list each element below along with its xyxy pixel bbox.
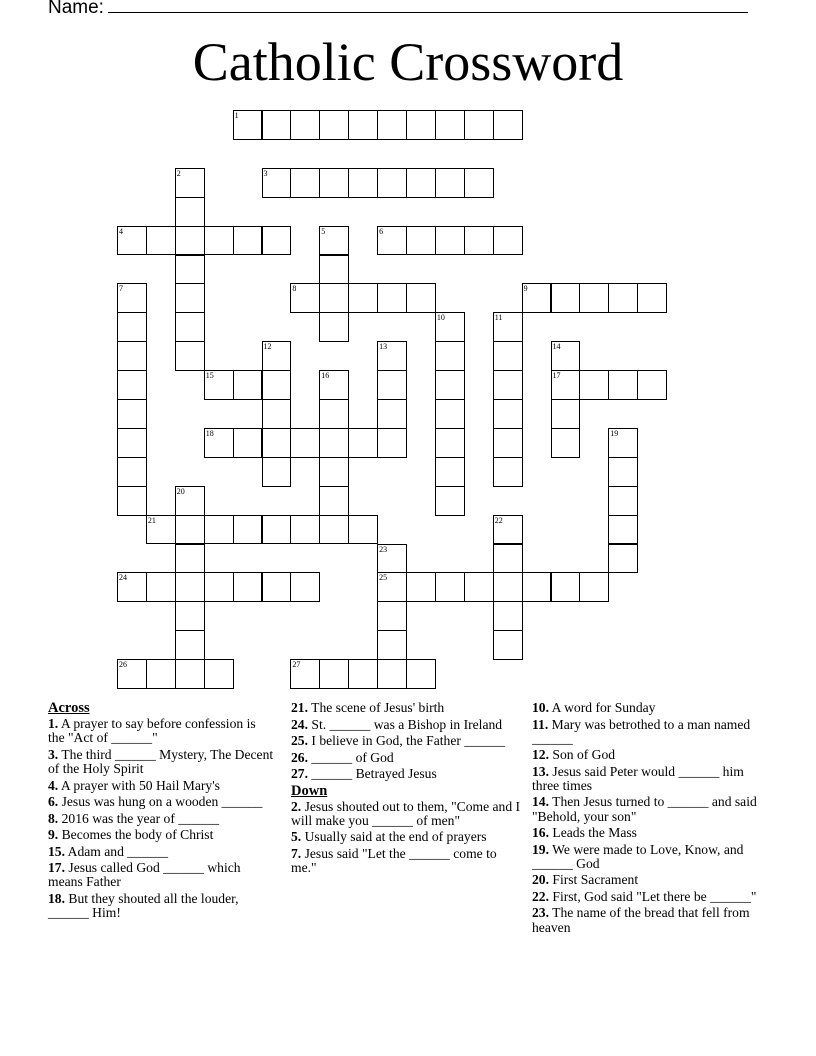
grid-cell[interactable] xyxy=(608,515,638,545)
grid-cell[interactable] xyxy=(522,283,552,313)
grid-cell[interactable] xyxy=(551,572,581,602)
clue-text: The name of the bread that fell from heaven xyxy=(532,905,750,935)
grid-cell[interactable] xyxy=(377,110,407,140)
down-heading: Down xyxy=(291,782,328,799)
clue-text: I believe in God, the Father ______ xyxy=(308,733,506,748)
grid-cell[interactable] xyxy=(493,457,523,487)
clue-number: 2. xyxy=(291,798,302,814)
across-heading: Across xyxy=(48,700,90,716)
grid-cell[interactable] xyxy=(146,659,176,689)
clue-text: A prayer to say before confession is the "Act of ______" xyxy=(48,716,256,746)
grid-cell[interactable] xyxy=(262,428,292,458)
clue xyxy=(532,765,760,793)
grid-cell[interactable] xyxy=(146,226,176,256)
clue-number: 24. xyxy=(291,716,308,732)
grid-cell[interactable] xyxy=(117,226,147,256)
cell-number: 20 xyxy=(176,486,185,496)
clue xyxy=(291,751,523,765)
grid-cell[interactable] xyxy=(435,486,465,516)
clue-text: Adam and ______ xyxy=(65,843,169,859)
clue xyxy=(291,800,523,828)
grid-cell[interactable] xyxy=(377,659,407,689)
clue-number: 9. xyxy=(48,827,59,843)
clue xyxy=(291,718,523,732)
clue-text: Jesus shouted out to them, "Come and I will make you ______ of men" xyxy=(291,798,521,828)
clue xyxy=(48,861,274,889)
cell-number: 19 xyxy=(610,428,619,438)
grid-cell[interactable] xyxy=(551,399,581,429)
grid-cell[interactable] xyxy=(319,486,349,516)
clue xyxy=(48,892,274,920)
cell-number: 18 xyxy=(205,428,214,438)
grid-cell[interactable] xyxy=(435,226,465,256)
name-underline[interactable] xyxy=(108,0,748,13)
clue-number: 14. xyxy=(532,794,549,810)
cell-number: 5 xyxy=(321,226,326,236)
grid-cell[interactable] xyxy=(406,110,436,140)
clue-text: A word for Sunday xyxy=(549,700,656,715)
cell-number: 11 xyxy=(494,313,503,323)
clue xyxy=(532,718,760,746)
grid-cell[interactable] xyxy=(175,226,205,256)
grid-cell[interactable] xyxy=(319,312,349,342)
clue-number: 27. xyxy=(291,766,308,781)
cell-number: 9 xyxy=(523,284,528,294)
clue-number: 1. xyxy=(48,716,59,732)
clue-text: The third ______ Mystery, The Decent of the Holy Spirit xyxy=(48,746,274,777)
grid-cell[interactable] xyxy=(348,110,378,140)
grid-cell[interactable] xyxy=(117,341,147,371)
name-field[interactable] xyxy=(48,0,748,19)
grid-cell[interactable] xyxy=(319,110,349,140)
cell-number: 22 xyxy=(494,515,503,525)
clue-text: 2016 was the year of ______ xyxy=(58,810,220,826)
grid-cell[interactable] xyxy=(493,572,523,602)
grid-cell[interactable] xyxy=(348,428,378,458)
cell-number: 10 xyxy=(436,313,445,323)
grid-cell[interactable] xyxy=(493,428,523,458)
clue-number: 7. xyxy=(291,845,302,861)
grid-cell[interactable] xyxy=(319,428,349,458)
grid-cell[interactable] xyxy=(319,457,349,487)
clue xyxy=(48,812,274,826)
clue-number: 26. xyxy=(291,749,308,765)
grid-cell[interactable] xyxy=(522,572,552,602)
grid-cell[interactable] xyxy=(117,486,147,516)
clue-text: First Sacrament xyxy=(549,872,639,888)
grid-cell[interactable] xyxy=(175,515,205,545)
clue-number: 12. xyxy=(532,747,549,763)
cell-number: 27 xyxy=(292,660,301,670)
grid-cell[interactable] xyxy=(348,283,378,313)
grid-cell[interactable] xyxy=(175,601,205,631)
grid-cell[interactable] xyxy=(146,515,176,545)
grid-cell[interactable] xyxy=(579,370,609,400)
cell-number: 23 xyxy=(379,544,388,554)
grid-cell[interactable] xyxy=(319,168,349,198)
grid-cell[interactable] xyxy=(464,572,494,602)
clue-number: 15. xyxy=(48,843,65,859)
grid-cell[interactable] xyxy=(262,168,292,198)
clue xyxy=(532,748,760,762)
clue xyxy=(532,906,760,934)
clue-text: Son of God xyxy=(549,747,616,763)
grid-cell[interactable] xyxy=(233,572,263,602)
grid-cell[interactable] xyxy=(290,283,320,313)
clue xyxy=(48,795,274,809)
grid-cell[interactable] xyxy=(377,168,407,198)
grid-cell[interactable] xyxy=(319,370,349,400)
grid-cell[interactable] xyxy=(204,370,234,400)
grid-cell[interactable] xyxy=(637,370,667,400)
grid-cell[interactable] xyxy=(435,399,465,429)
clue-text: ______ Betrayed Jesus xyxy=(308,766,437,781)
grid-cell[interactable] xyxy=(493,399,523,429)
clue xyxy=(48,845,274,859)
grid-cell[interactable] xyxy=(377,341,407,371)
grid-cell[interactable] xyxy=(319,283,349,313)
grid-cell[interactable] xyxy=(233,226,263,256)
grid-cell[interactable] xyxy=(319,515,349,545)
grid-cell[interactable] xyxy=(262,370,292,400)
grid-cell[interactable] xyxy=(435,457,465,487)
across-clue-list-cont xyxy=(291,701,523,781)
clue-number: 6. xyxy=(48,794,59,810)
grid-cell[interactable] xyxy=(406,168,436,198)
cell-number: 13 xyxy=(379,342,388,352)
clue xyxy=(291,830,523,844)
clue-text: A prayer with 50 Hail Mary's xyxy=(58,777,220,793)
grid-cell[interactable] xyxy=(579,572,609,602)
cell-number: 12 xyxy=(263,342,272,352)
cell-number: 2 xyxy=(176,168,181,178)
grid-cell[interactable] xyxy=(319,226,349,256)
grid-cell[interactable] xyxy=(435,168,465,198)
grid-cell[interactable] xyxy=(175,283,205,313)
grid-cell[interactable] xyxy=(175,544,205,574)
grid-cell[interactable] xyxy=(290,515,320,545)
cell-number: 17 xyxy=(552,371,561,381)
cell-number: 6 xyxy=(379,226,384,236)
grid-cell[interactable] xyxy=(175,486,205,516)
clue xyxy=(48,748,274,776)
clue-text: Jesus said "Let the ______ come to me." xyxy=(291,845,497,876)
clue xyxy=(48,779,274,793)
clue-number: 20. xyxy=(532,872,549,888)
clue-number: 21. xyxy=(291,700,308,715)
grid-cell[interactable] xyxy=(435,572,465,602)
grid-cell[interactable] xyxy=(117,312,147,342)
grid-cell[interactable] xyxy=(262,457,292,487)
clue xyxy=(291,734,523,748)
grid-cell[interactable] xyxy=(117,283,147,313)
grid-cell[interactable] xyxy=(319,399,349,429)
clues-column-2 xyxy=(291,701,523,878)
grid-cell[interactable] xyxy=(493,515,523,545)
grid-cell[interactable] xyxy=(637,283,667,313)
grid-cell[interactable] xyxy=(493,630,523,660)
clue-text: The scene of Jesus' birth xyxy=(308,700,445,715)
down-clue-list xyxy=(291,800,523,876)
grid-cell[interactable] xyxy=(406,572,436,602)
clue-number: 5. xyxy=(291,829,302,845)
grid-cell[interactable] xyxy=(435,312,465,342)
grid-cell[interactable] xyxy=(493,226,523,256)
clue xyxy=(291,701,523,715)
grid-cell[interactable] xyxy=(406,659,436,689)
grid-cell[interactable] xyxy=(493,110,523,140)
grid-cell[interactable] xyxy=(290,572,320,602)
clue-number: 25. xyxy=(291,733,308,748)
grid-cell[interactable] xyxy=(608,544,638,574)
cell-number: 4 xyxy=(119,226,123,236)
grid-cell[interactable] xyxy=(117,399,147,429)
grid-cell[interactable] xyxy=(435,370,465,400)
clue-text: But they shouted all the louder, ______ Him! xyxy=(48,890,239,921)
clue-text: We were made to Love, Know, and ______ God xyxy=(532,841,744,871)
grid-cell[interactable] xyxy=(117,659,147,689)
grid-cell[interactable] xyxy=(377,572,407,602)
clue xyxy=(532,890,760,904)
clue-text: Leads the Mass xyxy=(549,825,637,841)
cell-number: 21 xyxy=(147,515,156,525)
grid-cell[interactable] xyxy=(117,572,147,602)
grid-cell[interactable] xyxy=(117,370,147,400)
grid-cell[interactable] xyxy=(406,283,436,313)
clue-number: 3. xyxy=(48,746,59,762)
cell-number: 16 xyxy=(321,371,330,381)
grid-cell[interactable] xyxy=(377,226,407,256)
grid-cell[interactable] xyxy=(175,659,205,689)
cell-number: 1 xyxy=(234,111,239,120)
down-clue-list-cont xyxy=(532,701,760,935)
clue-text: Jesus was hung on a wooden ______ xyxy=(58,794,263,810)
grid-cell[interactable] xyxy=(608,428,638,458)
cell-number: 25 xyxy=(379,573,388,583)
clue xyxy=(48,828,274,842)
grid-cell[interactable] xyxy=(290,659,320,689)
page-title: Catholic Crossword xyxy=(192,32,624,92)
grid-cell[interactable] xyxy=(435,341,465,371)
grid-cell[interactable] xyxy=(377,283,407,313)
grid-cell[interactable] xyxy=(175,255,205,285)
grid-cell[interactable] xyxy=(204,572,234,602)
grid-cell[interactable] xyxy=(377,601,407,631)
clue xyxy=(291,847,523,875)
clue-number: 16. xyxy=(532,825,549,841)
grid-cell[interactable] xyxy=(204,428,234,458)
clues-column-1 xyxy=(48,701,274,923)
grid-cell[interactable] xyxy=(290,110,320,140)
grid-cell[interactable] xyxy=(175,168,205,198)
grid-cell[interactable] xyxy=(608,457,638,487)
grid-cell[interactable] xyxy=(348,168,378,198)
clue-text: First, God said "Let there be ______" xyxy=(549,888,757,904)
grid-cell[interactable] xyxy=(551,370,581,400)
clue-text: Then Jesus turned to ______ and said "Behold, your son" xyxy=(532,794,757,824)
grid-cell[interactable] xyxy=(493,312,523,342)
cell-number: 15 xyxy=(205,371,214,381)
grid-cell[interactable] xyxy=(551,283,581,313)
grid-cell[interactable] xyxy=(377,399,407,429)
name-label: Name: xyxy=(48,0,104,18)
cell-number: 3 xyxy=(263,168,268,178)
clue-number: 22. xyxy=(532,888,549,904)
grid-cell[interactable] xyxy=(464,226,494,256)
grid-cell[interactable] xyxy=(551,341,581,371)
grid-cell[interactable] xyxy=(262,515,292,545)
grid-cell[interactable] xyxy=(493,341,523,371)
grid-cell[interactable] xyxy=(608,486,638,516)
grid-cell[interactable] xyxy=(377,428,407,458)
clue-number: 8. xyxy=(48,810,59,826)
grid-cell[interactable] xyxy=(319,659,349,689)
clue xyxy=(48,717,274,745)
grid-cell[interactable] xyxy=(175,341,205,371)
across-clue-list xyxy=(48,717,274,920)
clue-text: Jesus said Peter would ______ him three times xyxy=(532,763,744,793)
grid-cell[interactable] xyxy=(464,110,494,140)
grid-cell[interactable] xyxy=(608,283,638,313)
clue-text: Jesus called God ______ which means Father xyxy=(48,860,241,890)
clue xyxy=(532,795,760,823)
clue xyxy=(532,701,760,715)
clue-text: Mary was betrothed to a man named ______ xyxy=(532,716,751,746)
grid-cell[interactable] xyxy=(146,572,176,602)
clue-number: 13. xyxy=(532,763,549,779)
grid-cell[interactable] xyxy=(290,168,320,198)
grid-cell[interactable] xyxy=(262,341,292,371)
grid-cell[interactable] xyxy=(348,515,378,545)
grid-cell[interactable] xyxy=(262,572,292,602)
grid-cell[interactable] xyxy=(493,370,523,400)
cell-number: 7 xyxy=(119,284,123,294)
grid-cell[interactable] xyxy=(551,428,581,458)
clue xyxy=(532,843,760,871)
clue-number: 17. xyxy=(48,860,65,876)
grid-cell[interactable] xyxy=(117,428,147,458)
grid-cell[interactable] xyxy=(464,168,494,198)
cell-number: 24 xyxy=(119,573,127,583)
grid-cell[interactable] xyxy=(406,226,436,256)
grid-cell[interactable] xyxy=(175,312,205,342)
clue-text: St. ______ was a Bishop in Ireland xyxy=(308,716,503,732)
grid-cell[interactable] xyxy=(175,197,205,227)
grid-cell[interactable] xyxy=(377,544,407,574)
clues-column-3 xyxy=(532,701,760,937)
grid-cell[interactable] xyxy=(204,515,234,545)
clue-number: 11. xyxy=(532,716,549,732)
cell-number: 26 xyxy=(119,660,127,670)
grid-cell[interactable] xyxy=(377,630,407,660)
clue-number: 10. xyxy=(532,700,549,715)
clue-text: ______ of God xyxy=(308,749,394,765)
grid-cell[interactable] xyxy=(579,283,609,313)
cell-number: 8 xyxy=(292,284,297,294)
grid-cell[interactable] xyxy=(435,428,465,458)
clue xyxy=(291,767,523,781)
clue-number: 18. xyxy=(48,890,65,906)
grid-cell[interactable] xyxy=(233,370,263,400)
grid-cell[interactable] xyxy=(262,226,292,256)
grid-cell[interactable] xyxy=(435,110,465,140)
cell-number: 14 xyxy=(552,342,561,352)
grid-cell[interactable] xyxy=(262,399,292,429)
grid-cell[interactable] xyxy=(493,601,523,631)
clue xyxy=(532,826,760,840)
grid-cell[interactable] xyxy=(377,370,407,400)
clue-text: Usually said at the end of prayers xyxy=(301,829,487,845)
grid-cell[interactable] xyxy=(233,110,263,140)
grid-cell[interactable] xyxy=(608,370,638,400)
grid-cell[interactable] xyxy=(204,226,234,256)
grid-cell[interactable] xyxy=(175,630,205,660)
grid-cell[interactable] xyxy=(262,110,292,140)
clue-text: Becomes the body of Christ xyxy=(58,827,214,843)
clue-number: 4. xyxy=(48,777,59,793)
grid-cell[interactable] xyxy=(233,428,263,458)
clue xyxy=(532,873,760,887)
grid-cell[interactable] xyxy=(290,428,320,458)
clue-number: 19. xyxy=(532,841,549,857)
clue-number: 23. xyxy=(532,905,549,921)
grid-cell[interactable] xyxy=(175,572,205,602)
grid-cell[interactable] xyxy=(204,659,234,689)
grid-cell[interactable] xyxy=(319,255,349,285)
grid-cell[interactable] xyxy=(117,457,147,487)
grid-cell[interactable] xyxy=(348,659,378,689)
grid-cell[interactable] xyxy=(493,544,523,574)
grid-cell[interactable] xyxy=(233,515,263,545)
